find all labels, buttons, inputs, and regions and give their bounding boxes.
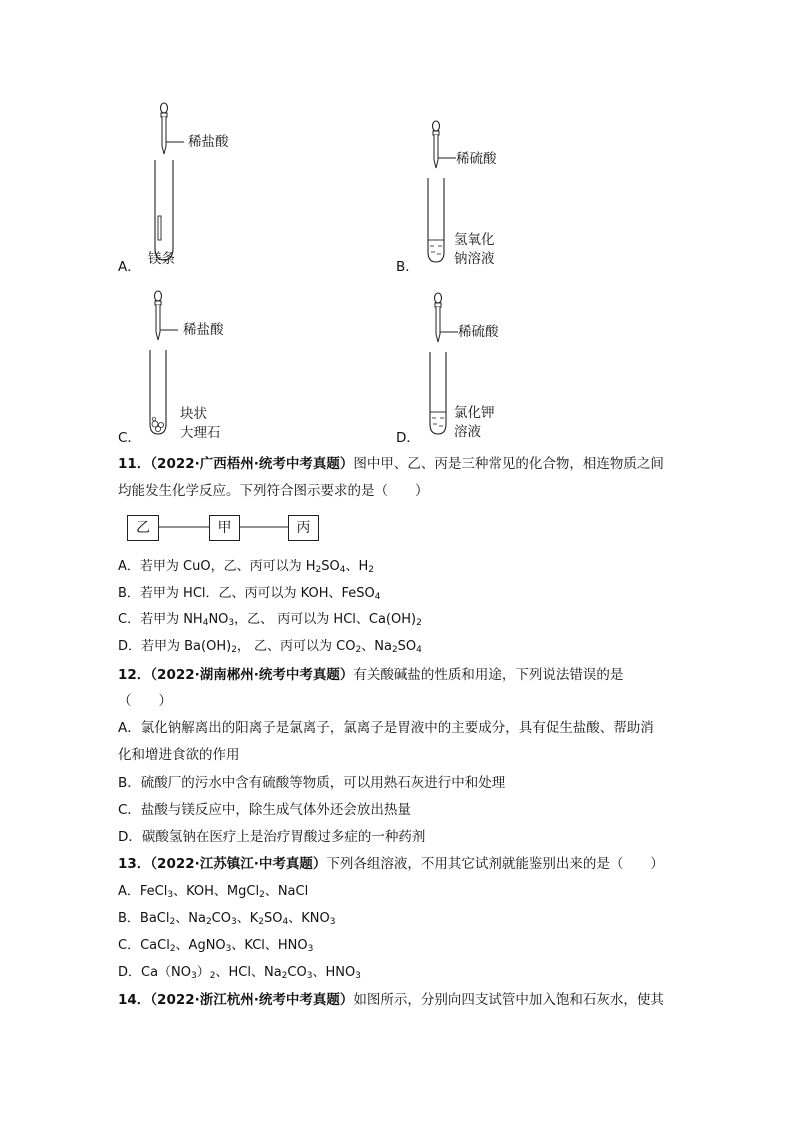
q12-stem-line1 [118,666,623,684]
q11-box-jia: 甲 [209,515,240,541]
reagent-label-d: 稀硫酸 [458,324,499,340]
content-label-b-line1: 氢氧化 [454,232,495,248]
q11-option-c[interactable]: C．若甲为 $NH_4NO_3$，乙、 丙可以为 HCl、$Ca(OH)_2$ [118,612,422,628]
content-label-b-line2: 钠溶液 [454,251,495,267]
q13-option-d[interactable]: D．$Ca(NO_3)_2$、HCl、$Na_2CO_3$、$HNO_3$ [118,965,361,981]
reagent-label-a: 稀盐酸 [188,134,229,150]
content-label-d-line2: 溶液 [454,424,481,440]
content-label-a: 镁条 [148,251,175,267]
q12-option-b[interactable]: B．硫酸厂的污水中含有硫酸等物质，可以用熟石灰进行中和处理 [118,775,506,791]
content-label-d-line1: 氯化钾 [454,405,495,421]
q11-stem-line1 [118,455,664,473]
q11-option-a[interactable]: A．若甲为 CuO，乙、丙可以为 $H_2SO_4$、$H_2$ [118,559,374,575]
q12-number: 12． [118,667,151,683]
option-letter-c: C． [118,430,141,446]
q14-stem [118,991,664,1009]
q12-option-d[interactable]: D．碳酸氢钠在医疗上是治疗胃酸过多症的一种药剂 [118,829,426,845]
q11-box-yi: 乙 [127,515,159,541]
q13-text: 下列各组溶液，不用其它试剂就能鉴别出来的是（ ） [326,856,664,872]
q12-text-1: 有关酸碱盐的性质和用途，下列说法错误的是 [353,667,624,683]
q12-stem-line2: （ ） [118,693,172,709]
q12-source: （2022·湖南郴州·统考中考真题） [150,667,354,683]
q11-source: （2022·广西梧州·统考中考真题） [150,456,354,472]
q13-option-a[interactable]: A．FeCl$_3$、KOH、MgCl$_2$、NaCl [118,884,309,900]
q11-stem-line2: 均能发生化学反应。下列符合图示要求的是（ ） [118,483,429,499]
content-label-c-line1: 块状 [180,406,207,422]
q11-number: 11． [118,456,151,472]
q14-text: 如图所示，分别向四支试管中加入饱和石灰水，使其 [353,992,664,1008]
content-label-c-line2: 大理石 [180,425,221,441]
q12-option-c[interactable]: C．盐酸与镁反应中，除生成气体外还会放出热量 [118,802,411,818]
q13-stem [118,855,664,873]
q13-number: 13． [118,856,151,872]
q12-option-a-line1[interactable]: A．氯化钠解离出的阳离子是氯离子，氯离子是胃液中的主要成分，具有促生盐酸、帮助消 [118,720,654,736]
q11-text-1: 图中甲、乙、丙是三种常见的化合物，相连物质之间 [353,456,664,472]
option-letter-b: B． [396,259,419,275]
q11-option-d[interactable]: D．若甲为 $Ba(OH)_2$， 乙、丙可以为 $CO_2$、$Na_2SO_4$ [118,639,422,655]
q11-connector-lines [157,526,357,530]
dropper-tube-a-drawing [140,98,260,268]
q13-source: （2022·江苏镇江·中考真题） [150,856,327,872]
reagent-label-c: 稀盐酸 [183,322,224,338]
reagent-label-b: 稀硫酸 [456,151,497,167]
q14-number: 14． [118,992,151,1008]
q11-option-b[interactable]: B．若甲为 HCl．乙、丙可以为 KOH、FeSO$_4$ [118,586,381,602]
option-letter-a: A． [118,259,141,275]
q12-option-a-line2: 化和增进食欲的作用 [118,747,240,763]
q13-option-c[interactable]: C．CaCl$_2$、AgNO$_3$、KCl、$HNO_3$ [118,938,314,954]
q14-source: （2022·浙江杭州·统考中考真题） [150,992,354,1008]
q11-box-bing: 丙 [288,515,319,541]
option-letter-d: D． [396,430,420,446]
q13-option-b[interactable]: B．BaCl$_2$、$Na_2CO_3$、$K_2SO_4$、$KNO_3$ [118,911,336,927]
